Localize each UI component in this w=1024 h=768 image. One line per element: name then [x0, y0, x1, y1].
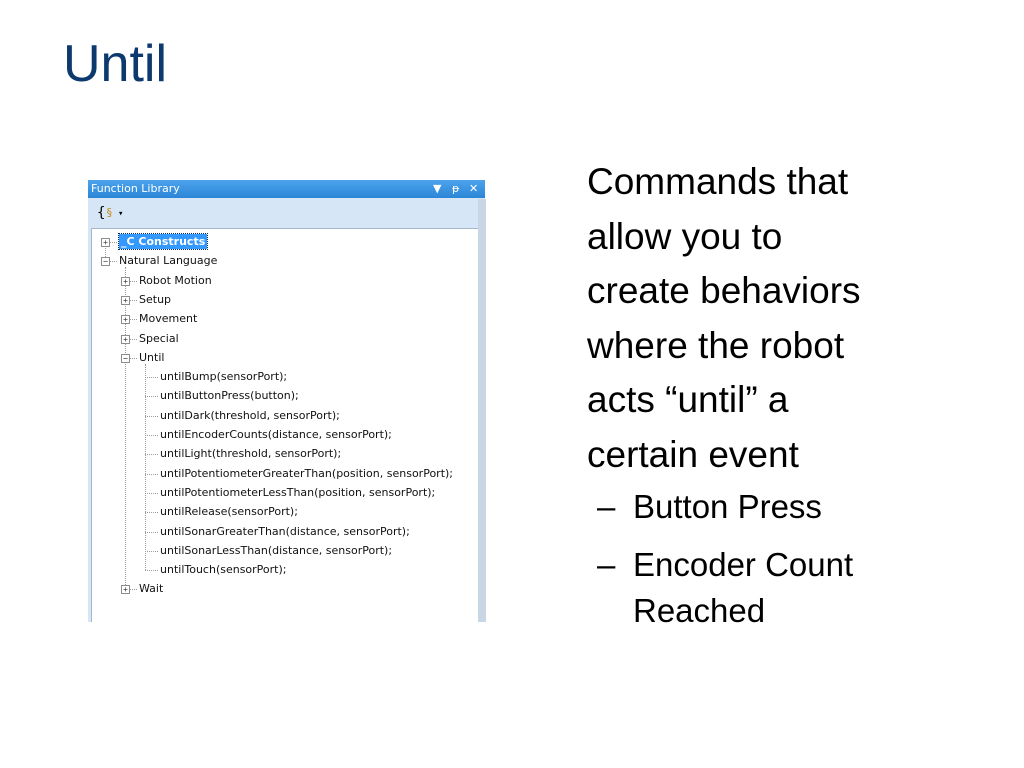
tree-connector	[145, 493, 158, 494]
tree-connector	[109, 261, 117, 262]
tree-connector	[145, 364, 146, 570]
collapse-icon[interactable]: −	[101, 257, 110, 266]
tree-node-label[interactable]: untilButtonPress(button);	[160, 389, 299, 403]
tree-connector	[145, 435, 158, 436]
tree-node-label[interactable]: Special	[139, 331, 179, 345]
tree-node-label[interactable]: Setup	[139, 292, 172, 306]
tree-connector	[129, 589, 137, 590]
tree-node-label[interactable]: untilLight(threshold, sensorPort);	[160, 447, 342, 461]
insert-construct-button[interactable]	[97, 205, 129, 225]
function-icon: §	[106, 206, 113, 219]
tree-node-label[interactable]: _C Constructs	[121, 235, 206, 248]
function-tree	[91, 228, 483, 622]
tree-node-label[interactable]: Robot Motion	[139, 273, 212, 287]
tree-connector	[145, 551, 158, 552]
body-line: where the robot	[587, 324, 845, 366]
brace-icon: {	[97, 205, 106, 221]
tree-connector	[129, 358, 137, 359]
tree-connector	[129, 339, 137, 340]
expand-icon[interactable]: +	[121, 296, 130, 305]
body-line: allow you to	[587, 215, 783, 257]
tree-connector	[129, 300, 137, 301]
tree-connector	[145, 570, 158, 571]
tree-node-label[interactable]: untilPotentiometerGreaterThan(position, sensorPort);	[160, 466, 454, 480]
tree-node-label[interactable]: Natural Language	[119, 254, 218, 268]
collapse-icon[interactable]: −	[121, 354, 130, 363]
main-paragraph	[587, 155, 1007, 482]
panel-title: Function Library	[91, 182, 180, 195]
dash-bullet: –	[597, 488, 616, 525]
tree-node-label[interactable]: untilSonarLessThan(distance, sensorPort);	[160, 543, 393, 557]
body-line: create behaviors	[587, 270, 861, 311]
expand-icon[interactable]: +	[121, 335, 130, 344]
tree-node-label[interactable]: Until	[139, 350, 165, 364]
expand-icon[interactable]: +	[121, 315, 130, 324]
slide-title: Until	[63, 35, 168, 93]
tree-node-label[interactable]: untilRelease(sensorPort);	[160, 505, 298, 519]
tree-connector	[109, 242, 117, 243]
tree-node-label[interactable]: untilTouch(sensorPort);	[160, 563, 287, 577]
body-text	[587, 155, 1007, 634]
tree-connector	[145, 474, 158, 475]
expand-icon[interactable]: +	[121, 585, 130, 594]
chevron-down-icon[interactable]: ▼	[433, 182, 442, 195]
tree-node-label[interactable]: Wait	[139, 582, 164, 596]
body-line: certain event	[587, 433, 799, 475]
tree-node-label[interactable]: untilSonarGreaterThan(distance, sensorPort);	[160, 524, 410, 538]
sub-bullet-line: Reached	[633, 592, 766, 629]
tree-connector	[129, 319, 137, 320]
function-library-panel	[88, 180, 485, 622]
tree-connector	[145, 396, 158, 397]
tree-connector	[145, 532, 158, 533]
tree-connector	[145, 454, 158, 455]
expand-icon[interactable]: +	[101, 238, 110, 247]
tree-node-label[interactable]: untilDark(threshold, sensorPort);	[160, 408, 340, 422]
tree-node-label[interactable]: Movement	[139, 312, 198, 326]
tree-node-label[interactable]: untilBump(sensorPort);	[160, 370, 288, 384]
tree-node-label[interactable]: untilPotentiometerLessThan(position, sensorPort);	[160, 485, 436, 499]
tree-connector	[145, 416, 158, 417]
expand-icon[interactable]: +	[121, 277, 130, 286]
panel-header	[88, 180, 485, 198]
sub-bullet	[587, 542, 1007, 634]
body-line: Commands that	[587, 161, 849, 202]
sub-item-list	[587, 484, 1007, 634]
tree-node-label[interactable]: untilEncoderCounts(distance, sensorPort);	[160, 428, 392, 441]
tree-connector	[129, 281, 137, 282]
panel-toolbar	[88, 198, 485, 229]
body-line: acts “until” a	[587, 379, 789, 420]
tree-connector	[145, 377, 158, 378]
dropdown-arrow-icon: ▾	[118, 209, 124, 219]
close-icon[interactable]: ✕	[469, 182, 479, 195]
sub-bullet-line: Button Press	[633, 488, 822, 525]
panel-scrollbar[interactable]	[478, 199, 486, 622]
sub-bullet	[587, 484, 1007, 530]
dash-bullet: –	[597, 546, 616, 583]
tree-connector	[145, 512, 158, 513]
sub-bullet-line: Encoder Count	[633, 546, 854, 583]
pin-icon[interactable]: ᵽ	[452, 182, 460, 195]
